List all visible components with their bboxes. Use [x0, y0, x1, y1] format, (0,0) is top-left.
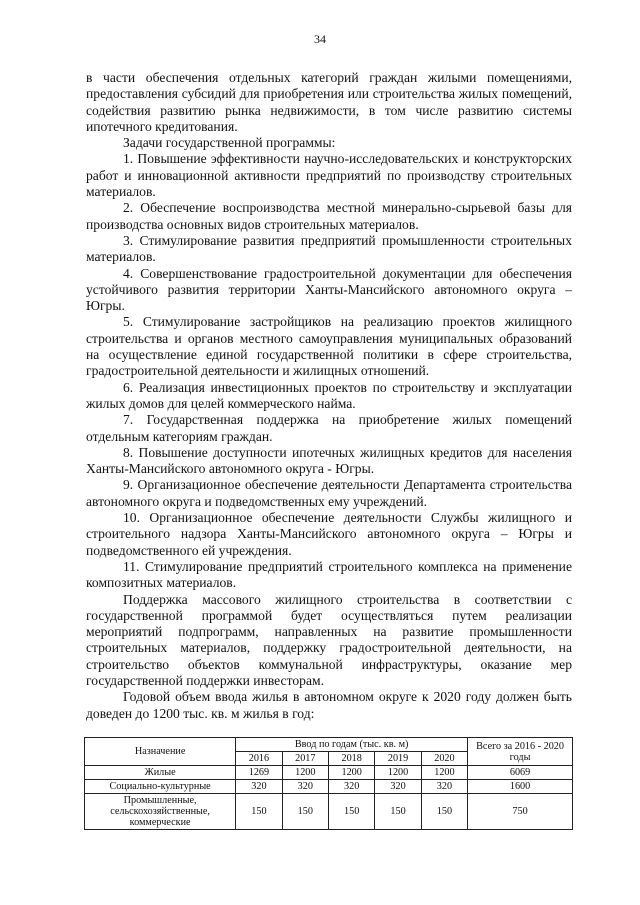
row-name: Жилые: [85, 766, 236, 780]
paragraph: Годовой объем ввода жилья в автономном округе к 2020 году должен быть доведен до 1200 тыс. кв. м жилья в год:: [86, 689, 572, 721]
cell: 320: [421, 780, 467, 794]
cell: 150: [328, 794, 374, 830]
header-year: 2016: [236, 752, 282, 766]
paragraph: 10. Организационное обеспечение деятельности Службы жилищного и строительного надзора Ханты-Мансийского автономного округа – Югры и подведомственного ей учреждения.: [86, 510, 572, 558]
header-total: Всего за 2016 - 2020 годы: [468, 738, 573, 766]
page-number: 34: [314, 32, 326, 46]
paragraph: 11. Стимулирование предприятий строительного комплекса на применение композитных материалов.: [86, 558, 572, 591]
header-year: 2017: [282, 752, 328, 766]
header-year: 2020: [421, 752, 467, 766]
header-year: 2018: [328, 752, 374, 766]
row-total: 6069: [468, 766, 573, 780]
cell: 1269: [236, 766, 282, 780]
paragraph: 6. Реализация инвестиционных проектов по строительству и эксплуатации жилых домов для целей коммерческого найма.: [86, 379, 572, 411]
paragraph: 3. Стимулирование развития предприятий промышленности строительных материалов.: [86, 232, 572, 265]
cell: 1200: [421, 766, 467, 780]
paragraph: 1. Повышение эффективности научно-исследовательских и конструкторских работ и инновационной активности предприятий по производству строительных материалов.: [86, 151, 572, 200]
body-text: [86, 70, 572, 722]
paragraph: 4. Совершенствование градостроительной документации для обеспечения устойчивого развития территории Ханты-Мансийского автономного округа – Югры.: [86, 265, 572, 314]
paragraph: 9. Организационное обеспечение деятельности Департамента строительства автономного округа и подведомственных ему учреждений.: [86, 477, 572, 509]
header-year: 2019: [375, 752, 421, 766]
header-group: Ввод по годам (тыс. кв. м): [236, 738, 468, 752]
paragraph: 2. Обеспечение воспроизводства местной минерально-сырьевой базы для производства основных видов строительных материалов.: [86, 200, 572, 232]
cell: 150: [375, 794, 421, 830]
table-row: [85, 780, 573, 794]
table-row: [85, 766, 573, 780]
row-total: 1600: [468, 780, 573, 794]
housing-volume-table: [84, 737, 573, 830]
row-total: 750: [468, 794, 573, 830]
cell: 150: [282, 794, 328, 830]
header-name: Назначение: [85, 738, 236, 766]
paragraph: 5. Стимулирование застройщиков на реализацию проектов жилищного строительства и органов местного самоуправления муниципальных образований на осуществление единой государственной политики в сфере строительства, градостроительной деятельности и жилищных отношений.: [86, 314, 572, 379]
cell: 320: [375, 780, 421, 794]
cell: 320: [282, 780, 328, 794]
cell: 1200: [282, 766, 328, 780]
cell: 1200: [375, 766, 421, 780]
paragraph: 8. Повышение доступности ипотечных жилищных кредитов для населения Ханты-Мансийского автономного округа - Югры.: [86, 444, 572, 477]
row-name: Социально-культурные: [85, 780, 236, 794]
paragraph: Поддержка массового жилищного строительства в соответствии с государственной программой будет осуществляться путем реализации мероприятий подпрограмм, направленных на развитие промышленности строительных материалов, поддержку градостроительной деятельности, на строительство объектов коммунальной инфраструктуры, оказание мер государственной поддержки инвесторам.: [86, 591, 572, 688]
row-name: Промышленные, сельскохозяйственные, коммерческие: [85, 794, 236, 830]
cell: 150: [236, 794, 282, 830]
table-row: [85, 794, 573, 830]
cell: 150: [421, 794, 467, 830]
cell: 1200: [328, 766, 374, 780]
paragraph: 7. Государственная поддержка на приобретение жилых помещений отдельным категориям граждан.: [86, 412, 572, 444]
paragraph: Задачи государственной программы:: [123, 135, 336, 151]
paragraph: в части обеспечения отдельных категорий граждан жилыми помещениями, предоставления субсидий для приобретения или строительства жилых помещений, содействия развитию рынка недвижимости, в том числе развитию системы ипотечного кредитования.: [86, 70, 572, 134]
cell: 320: [236, 780, 282, 794]
cell: 320: [328, 780, 374, 794]
